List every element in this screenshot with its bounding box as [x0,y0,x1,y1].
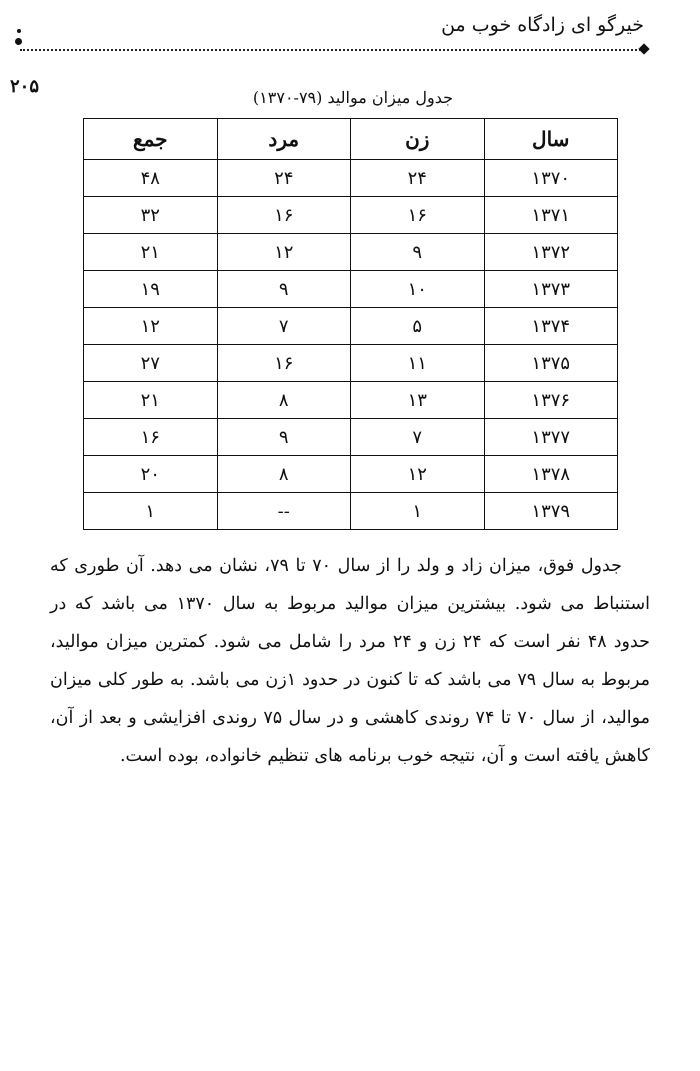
cell-year: ۱۳۷۲ [484,234,618,271]
cell-male: ۱۶ [217,197,351,234]
cell-total: ۳۲ [84,197,218,234]
cell-total: ۲۷ [84,345,218,382]
cell-female: ۱۱ [351,345,485,382]
cell-female: ۹ [351,234,485,271]
column-header-male: مرد [217,119,351,160]
header-rule [20,49,644,51]
cell-female: ۱۳ [351,382,485,419]
table-row [84,456,618,493]
table-row [84,382,618,419]
cell-year: ۱۳۷۰ [484,160,618,197]
cell-male: ۹ [217,271,351,308]
cell-total: ۱۶ [84,419,218,456]
cell-year: ۱۳۷۸ [484,456,618,493]
cell-male: ۸ [217,456,351,493]
cell-total: ۲۱ [84,234,218,271]
cell-female: ۵ [351,308,485,345]
cell-year: ۱۳۷۹ [484,493,618,530]
cell-total: ۲۰ [84,456,218,493]
cell-male: ۸ [217,382,351,419]
table-row [84,234,618,271]
cell-year: ۱۳۷۱ [484,197,618,234]
header-rule-diamond [638,43,649,54]
cell-year: ۱۳۷۶ [484,382,618,419]
cell-male: ۷ [217,308,351,345]
column-header-year: سال [484,119,618,160]
cell-male: ۹ [217,419,351,456]
births-table [83,118,618,530]
table-caption-text: جدول میزان موالید (۷۹-۱۳۷۰) [252,88,454,107]
cell-male: ۱۶ [217,345,351,382]
body-paragraph: جدول فوق، میزان زاد و ولد را از سال ۷۰ تا ۷۹، نشان می دهد. آن طوری که استنباط می شود. بیشترین میزان موالید مربوط به سال ۱۳۷۰ می باشد که در حدود ۴۸ نفر است که ۲۴ زن و ۲۴ مرد را شامل می شود. کمترین میزان موالید، مربوط به سال ۷۹ می باشد که تا کنون در حدود ۱زن می باشد. به طور کلی میزان موالید، از سال ۷۰ تا ۷۴ روندی کاهشی و در سال ۷۵ روندی افزایشی و بعد از آن، کاهش یافته است و آن، نتیجه خوب برنامه های تنظیم خانواده، بوده است. [50,556,650,766]
cell-total: ۲۱ [84,382,218,419]
page-number: ۲۰۵ [10,76,40,97]
cell-total: ۱۲ [84,308,218,345]
cell-year: ۱۳۷۵ [484,345,618,382]
table-row [84,160,618,197]
cell-female: ۷ [351,419,485,456]
table-header-row [84,119,618,160]
cell-total: ۱۹ [84,271,218,308]
column-header-female: زن [351,119,485,160]
table-row [84,345,618,382]
table-row [84,271,618,308]
cell-total: ۱ [84,493,218,530]
cell-female: ۱۶ [351,197,485,234]
cell-female: ۱۲ [351,456,485,493]
cell-total: ۴۸ [84,160,218,197]
cell-female: ۲۴ [351,160,485,197]
running-title: خیرگو ای زادگاه خوب من [441,14,644,36]
body-text [50,547,650,775]
cell-year: ۱۳۷۳ [484,271,618,308]
table-caption [0,88,700,107]
table-row [84,308,618,345]
table-row [84,419,618,456]
cell-female: ۱ [351,493,485,530]
column-header-total: جمع [84,119,218,160]
table-row [84,197,618,234]
cell-year: ۱۳۷۷ [484,419,618,456]
cell-female: ۱۰ [351,271,485,308]
cell-male: ۲۴ [217,160,351,197]
cell-male: ۱۲ [217,234,351,271]
cell-year: ۱۳۷۴ [484,308,618,345]
table-row [84,493,618,530]
cell-male: -- [217,493,351,530]
